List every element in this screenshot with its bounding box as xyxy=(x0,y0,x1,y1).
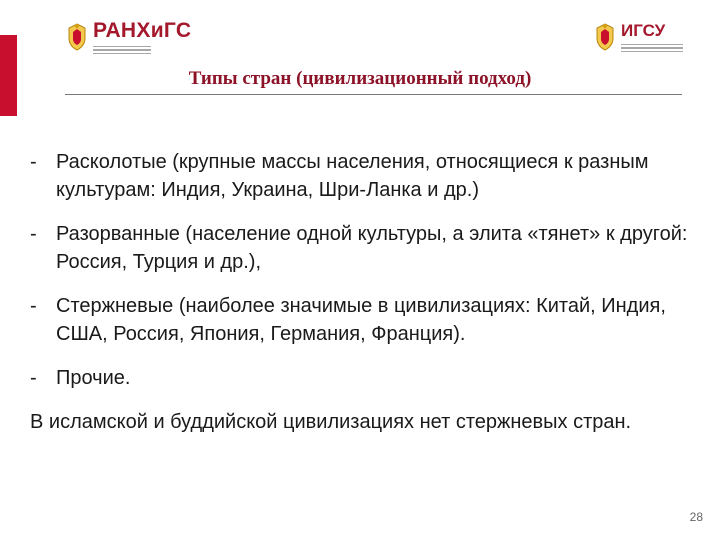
list-item-text: Разорванные (население одной культуры, а элита «тянет» к другой: Россия, Турция и др.), xyxy=(56,223,688,273)
list-item-text: Расколотые (крупные массы населения, относящиеся к разным культурам: Индия, Украина, Шри-Ланка и др.) xyxy=(56,151,649,201)
list-marker: - xyxy=(30,151,37,173)
slide-content xyxy=(30,148,690,436)
eagle-emblem-icon xyxy=(594,22,616,52)
list-item xyxy=(30,292,690,348)
list-item-text: Стержневые (наиболее значимые в цивилизациях: Китай, Индия, США, Россия, Япония, Германия, Франция). xyxy=(56,295,666,345)
igsu-logo xyxy=(594,20,683,54)
list-marker: - xyxy=(30,223,37,245)
logo-subtitle-lines xyxy=(93,44,191,55)
summary-note: В исламской и буддийской цивилизациях нет стержневых стран. xyxy=(30,411,632,433)
logo-name-left: РАНХиГС xyxy=(93,18,192,42)
ranepa-logo xyxy=(66,20,191,54)
list-item xyxy=(30,220,690,276)
title-divider xyxy=(65,94,682,95)
eagle-emblem-icon xyxy=(66,22,88,52)
slide-title: Типы стран (цивилизационный подход) xyxy=(188,68,532,89)
logo-name-right: ИГСУ xyxy=(621,20,666,40)
list-item-text: Прочие. xyxy=(56,367,131,389)
list-marker: - xyxy=(30,295,37,317)
logo-subtitle-lines xyxy=(621,42,683,53)
page-number: 28 xyxy=(689,510,703,524)
list-item xyxy=(30,364,690,392)
list-item xyxy=(30,148,690,204)
list-marker: - xyxy=(30,367,37,389)
